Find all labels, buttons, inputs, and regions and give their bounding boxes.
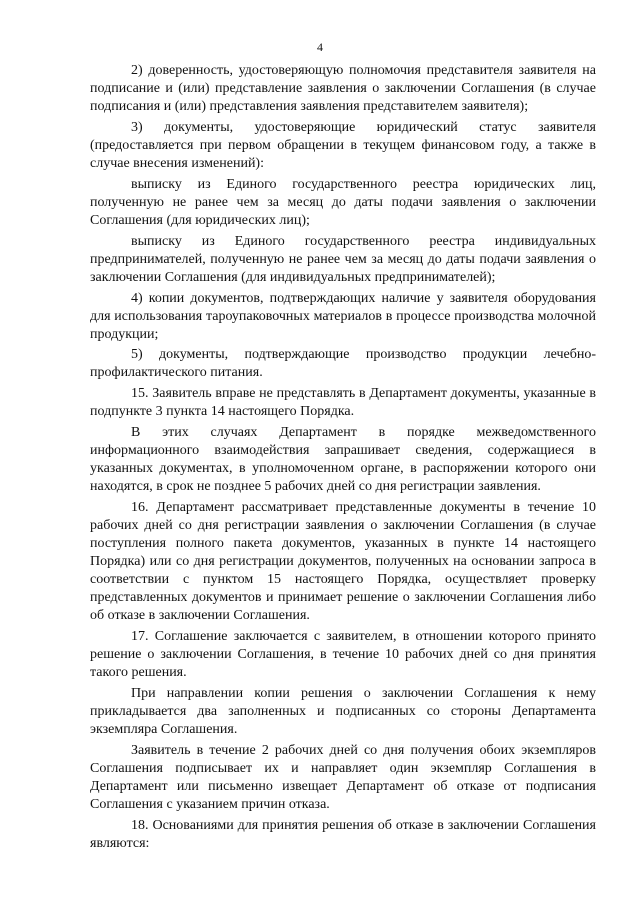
document-body [90, 62, 596, 856]
paragraph-item-3-legal-status-docs: 3) документы, удостоверяющие юридический статус заявителя (предоставляется при первом обращении в текущем финансовом году, а также в случае внесения изменений): [90, 119, 596, 172]
paragraph-clause-15-interagency: В этих случаях Департамент в порядке межведомственного информационного взаимодействия запрашивает сведения, содержащиеся в указанных документах, в уполномоченном органе, в распоряжении которого они находятся, в срок не позднее 5 рабочих дней со дня регистрации заявления. [90, 424, 596, 495]
paragraph-clause-17-signing: Заявитель в течение 2 рабочих дней со дня получения обоих экземпляров Соглашения подписывает их и направляет один экземпляр Соглашения в Департамент или письменно извещает Департамент об отказе от подписания Соглашения с указанием причин отказа. [90, 742, 596, 813]
page-number: 4 [317, 40, 323, 54]
paragraph-clause-16: 16. Департамент рассматривает представленные документы в течение 10 рабочих дней со дня регистрации заявления о заключении Соглашения (в случае поступления полного пакета документов, указанных в пункте 14 настоящего Порядка) или со дня регистрации документов, полученных на основании запроса в соответствии с пунктом 15 настоящего Порядка, осуществляет проверку представленных документов и принимает решение о заключении Соглашения либо об отказе в заключении Соглашения. [90, 499, 596, 624]
paragraph-item-4-equipment-copies: 4) копии документов, подтверждающих наличие у заявителя оборудования для использования тароупаковочных материалов в процессе производства молочной продукции; [90, 290, 596, 342]
paragraph-clause-17: 17. Соглашение заключается с заявителем, в отношении которого принято решение о заключении Соглашения, в течение 10 рабочих дней со дня принятия такого решения. [90, 629, 596, 681]
paragraph-extract-legal-entities: выписку из Единого государственного реестра юридических лиц, полученную не ранее чем за месяц до даты подачи заявления о заключении Соглашения (для юридических лиц); [90, 176, 596, 228]
paragraph-extract-entrepreneurs: выписку из Единого государственного реестра индивидуальных предпринимателей, полученную не ранее чем за месяц до даты подачи заявления о заключении Соглашения (для индивидуальных предпринимателей); [90, 233, 596, 285]
paragraph-clause-15: 15. Заявитель вправе не представлять в Департамент документы, указанные в подпункте 3 пункта 14 настоящего Порядка. [90, 386, 596, 420]
paragraph-clause-18: 18. Основаниями для принятия решения об отказе в заключении Соглашения являются: [90, 817, 596, 851]
paragraph-item-5-production-docs: 5) документы, подтверждающие производство продукции лечебно-профилактического питания. [90, 347, 596, 381]
paragraph-item-2-power-of-attorney: 2) доверенность, удостоверяющую полномочия представителя заявителя на подписание и (или) представление заявления о заключении Соглашения (в случае подписания и (или) представления заявления представителем заявителя); [90, 63, 596, 115]
paragraph-clause-17-copies: При направлении копии решения о заключении Соглашения к нему прикладывается два заполненных и подписанных со стороны Департамента экземпляра Соглашения. [90, 686, 596, 738]
